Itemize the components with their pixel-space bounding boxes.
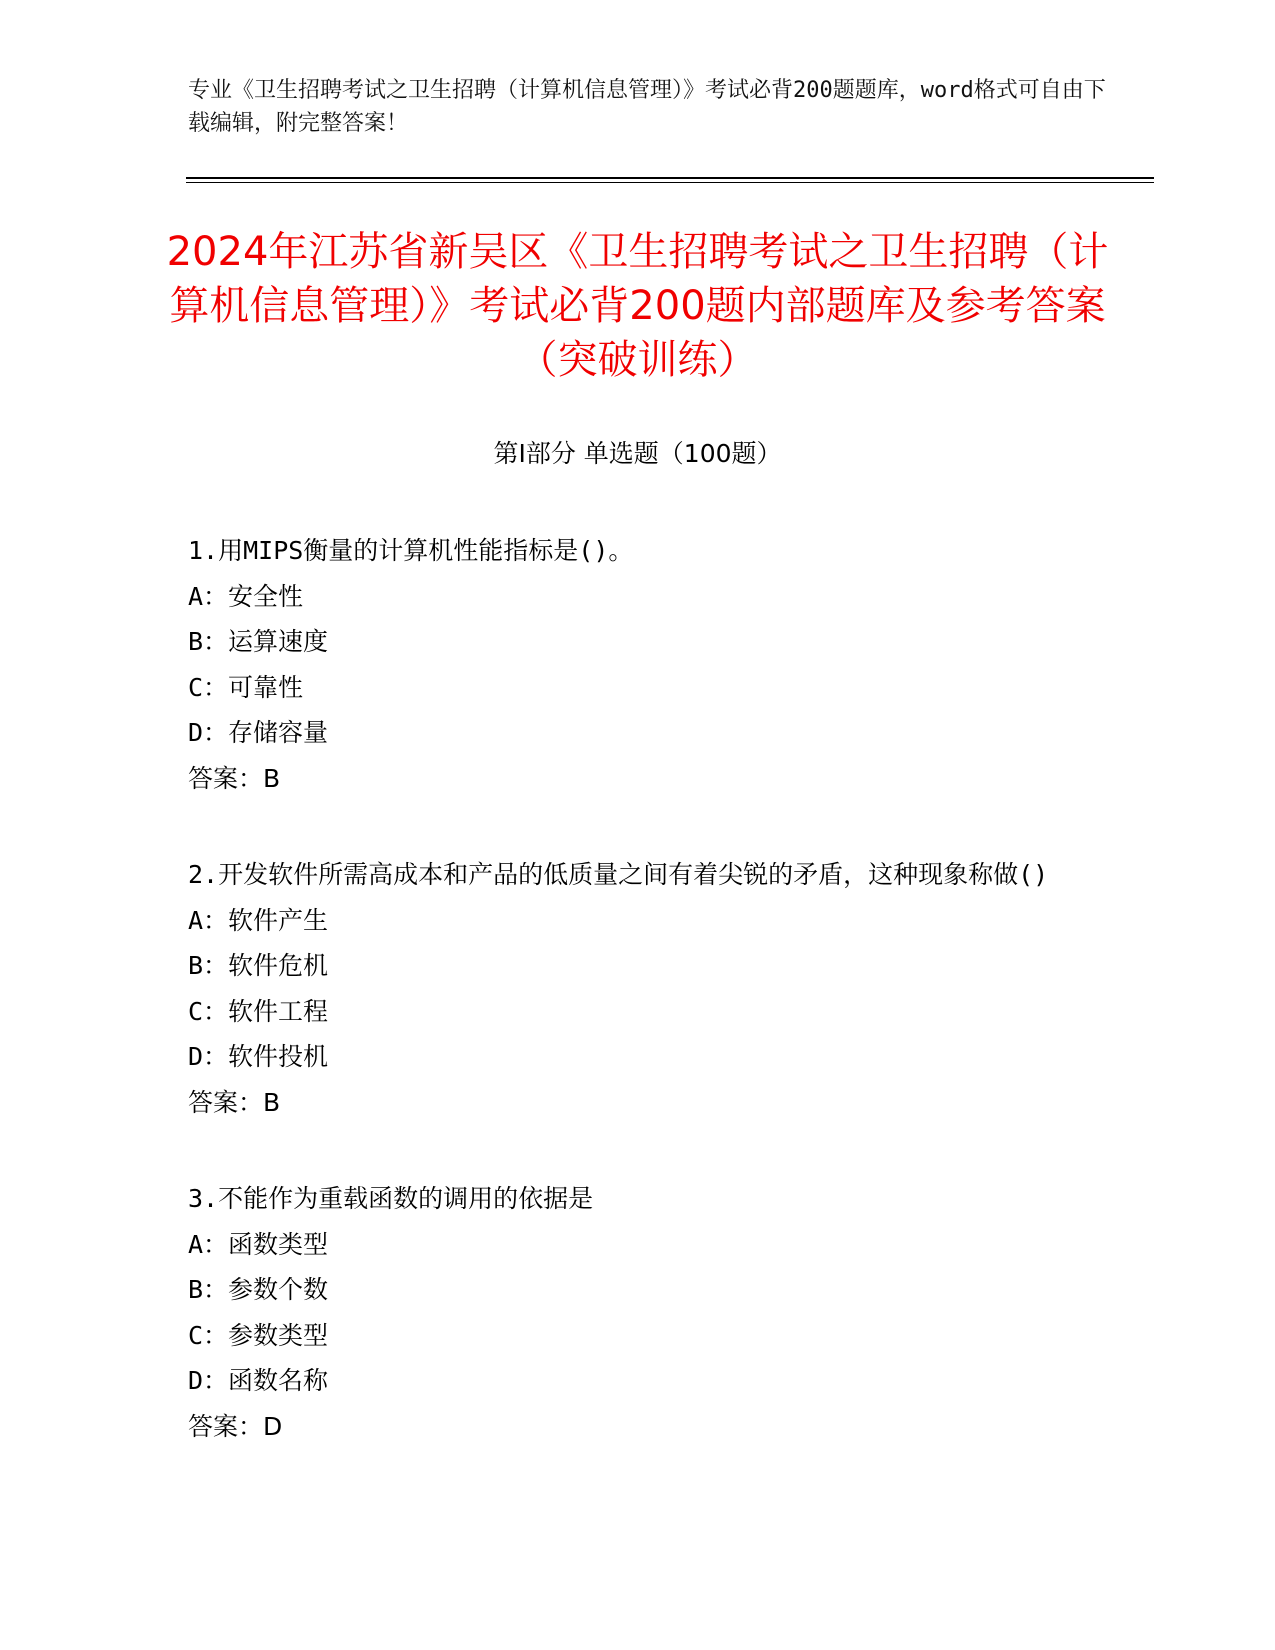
question-stem: 3.不能作为重载函数的调用的依据是 — [188, 1184, 594, 1213]
option-d: D：函数名称 — [188, 1366, 329, 1395]
document-title: 2024年江苏省新吴区《卫生招聘考试之卫生招聘（计算机信息管理）》考试必背200题内部题库及参考答案（突破训练） — [166, 229, 1109, 383]
header-note: 专业《卫生招聘考试之卫生招聘（计算机信息管理）》考试必背200题题库，word格式可自由下载编辑，附完整答案！ — [188, 78, 1106, 136]
question-1 — [188, 528, 1088, 801]
option-b: B：参数个数 — [188, 1275, 329, 1304]
option-a: A：函数类型 — [188, 1229, 329, 1259]
question-3 — [188, 1176, 1088, 1449]
option-b: B：运算速度 — [188, 627, 329, 656]
question-2 — [188, 852, 1088, 1125]
option-d: D：软件投机 — [188, 1042, 329, 1071]
option-d: D：存储容量 — [188, 718, 329, 747]
option-c: C：软件工程 — [188, 996, 329, 1026]
answer-line: 答案：B — [188, 1087, 281, 1117]
question-stem: 1.用MIPS衡量的计算机性能指标是()。 — [188, 536, 634, 565]
question-list — [188, 528, 1088, 1500]
header-divider-thin — [186, 182, 1154, 183]
option-b: B：软件危机 — [188, 951, 329, 980]
answer-line: 答案：B — [188, 763, 281, 793]
question-stem: 2.开发软件所需高成本和产品的低质量之间有着尖锐的矛盾，这种现象称做() — [188, 860, 1049, 889]
answer-line: 答案：D — [188, 1411, 283, 1441]
option-c: C：参数类型 — [188, 1320, 329, 1350]
option-c: C：可靠性 — [188, 672, 304, 702]
section-heading: 第Ⅰ部分 单选题（100题） — [493, 439, 782, 468]
header-divider-thick — [186, 177, 1154, 179]
option-a: A：软件产生 — [188, 905, 329, 935]
option-a: A：安全性 — [188, 581, 304, 611]
